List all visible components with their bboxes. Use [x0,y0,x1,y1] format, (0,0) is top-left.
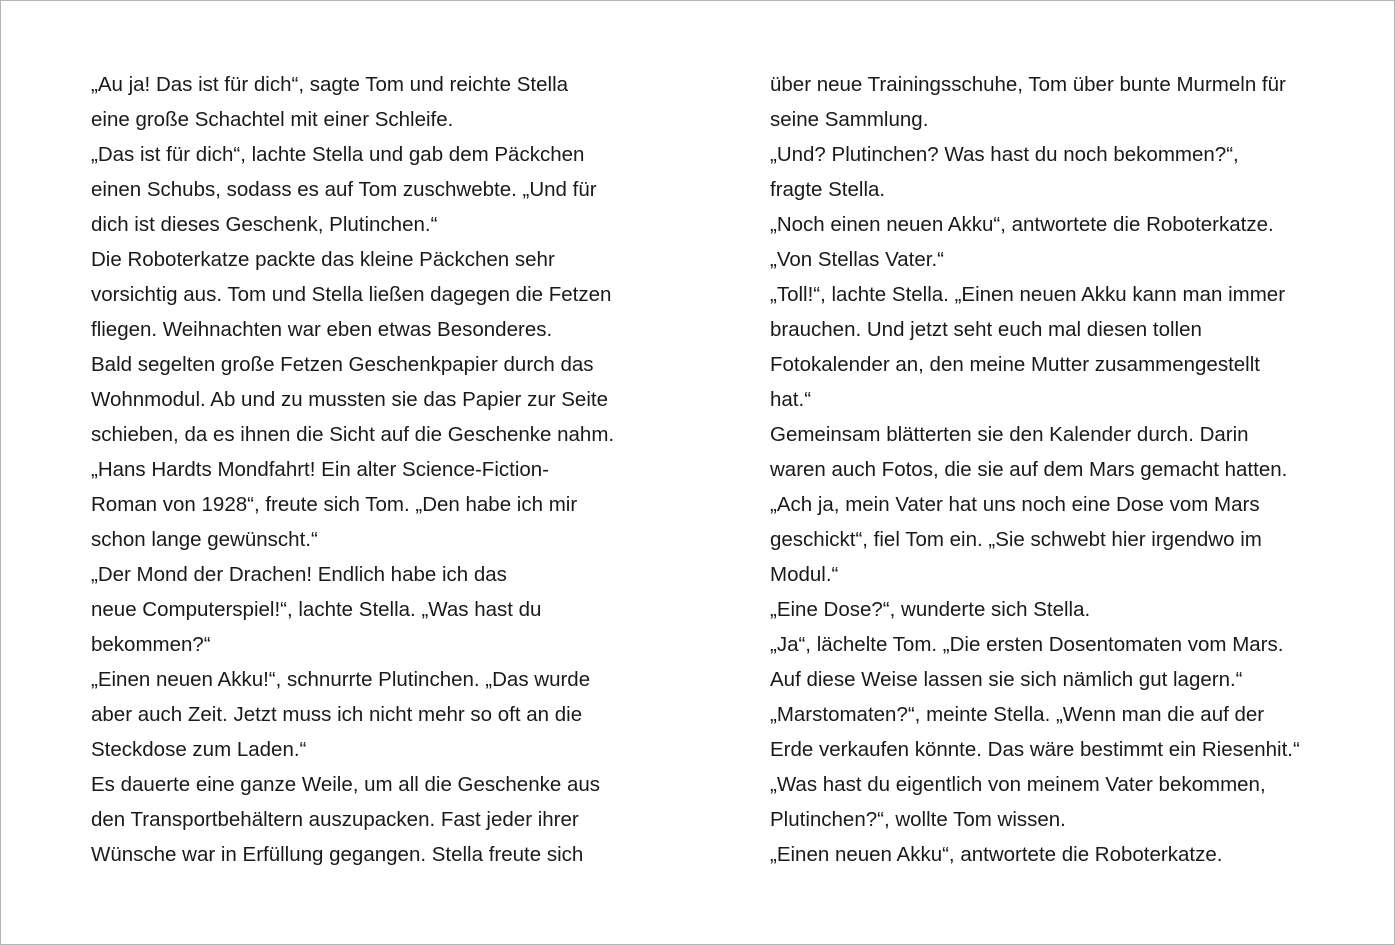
text-line: „Der Mond der Drachen! Endlich habe ich das [91,563,507,586]
text-line: einen Schubs, sodass es auf Tom zuschwebte. „Und für [91,178,597,201]
text-line: Wünsche war in Erfüllung gegangen. Stella freute sich [91,843,584,866]
text-line: aber auch Zeit. Jetzt muss ich nicht mehr so oft an die [91,703,583,726]
text-line: „Toll!“, lachte Stella. „Einen neuen Akku kann man immer [770,283,1286,306]
text-line: Erde verkaufen könnte. Das wäre bestimmt ein Riesenhit.“ [770,738,1300,761]
text-line: „Das ist für dich“, lachte Stella und gab dem Päckchen [91,143,585,166]
text-line: schieben, da es ihnen die Sicht auf die Geschenke nahm. [91,423,615,446]
text-line: Gemeinsam blätterten sie den Kalender durch. Darin [770,423,1249,446]
text-line: „Ja“, lächelte Tom. „Die ersten Dosentomaten vom Mars. [770,633,1284,656]
text-line: „Und? Plutinchen? Was hast du noch bekommen?“, [770,143,1239,166]
text-line: hat.“ [770,388,812,411]
text-line: „Noch einen neuen Akku“, antwortete die Roboterkatze. [770,213,1274,236]
text-line: Plutinchen?“, wollte Tom wissen. [770,808,1066,831]
text-line: schon lange gewünscht.“ [91,528,318,551]
text-line: „Was hast du eigentlich von meinem Vater bekommen, [770,773,1266,796]
text-line: neue Computerspiel!“, lachte Stella. „Was hast du [91,598,542,621]
text-line: vorsichtig aus. Tom und Stella ließen dagegen die Fetzen [91,283,612,306]
text-line: den Transportbehältern auszupacken. Fast jeder ihrer [91,808,579,831]
text-line: waren auch Fotos, die sie auf dem Mars gemacht hatten. [770,458,1288,481]
text-line: brauchen. Und jetzt seht euch mal diesen tollen [770,318,1202,341]
text-line: Auf diese Weise lassen sie sich nämlich gut lagern.“ [770,668,1243,691]
text-line: fragte Stella. [770,178,886,201]
text-line: Die Roboterkatze packte das kleine Päckchen sehr [91,248,555,271]
text-line: Steckdose zum Laden.“ [91,738,307,761]
left-page-text [91,67,671,872]
text-line: „Eine Dose?“, wunderte sich Stella. [770,598,1091,621]
text-line: dich ist dieses Geschenk, Plutinchen.“ [91,213,438,236]
text-line: „Au ja! Das ist für dich“, sagte Tom und reichte Stella [91,73,569,96]
text-line: Bald segelten große Fetzen Geschenkpapier durch das [91,353,594,376]
text-line: Modul.“ [770,563,839,586]
text-line: „Marstomaten?“, meinte Stella. „Wenn man die auf der [770,703,1265,726]
text-line: geschickt“, fiel Tom ein. „Sie schwebt hier irgendwo im [770,528,1262,551]
text-line: über neue Trainingsschuhe, Tom über bunte Murmeln für [770,73,1286,96]
text-line: Wohnmodul. Ab und zu mussten sie das Papier zur Seite [91,388,608,411]
right-page-text [770,67,1350,872]
text-line: seine Sammlung. [770,108,929,131]
text-line: „Einen neuen Akku“, antwortete die Roboterkatze. [770,843,1223,866]
text-line: bekommen?“ [91,633,211,656]
text-line: „Einen neuen Akku!“, schnurrte Plutinchen. „Das wurde [91,668,591,691]
text-line: eine große Schachtel mit einer Schleife. [91,108,454,131]
text-line: fliegen. Weihnachten war eben etwas Besonderes. [91,318,553,341]
text-line: Es dauerte eine ganze Weile, um all die Geschenke aus [91,773,601,796]
text-line: Roman von 1928“, freute sich Tom. „Den habe ich mir [91,493,578,516]
text-line: „Hans Hardts Mondfahrt! Ein alter Science-Fiction- [91,458,550,481]
text-line: „Ach ja, mein Vater hat uns noch eine Dose vom Mars [770,493,1260,516]
text-line: „Von Stellas Vater.“ [770,248,944,271]
text-line: Fotokalender an, den meine Mutter zusammengestellt [770,353,1260,376]
